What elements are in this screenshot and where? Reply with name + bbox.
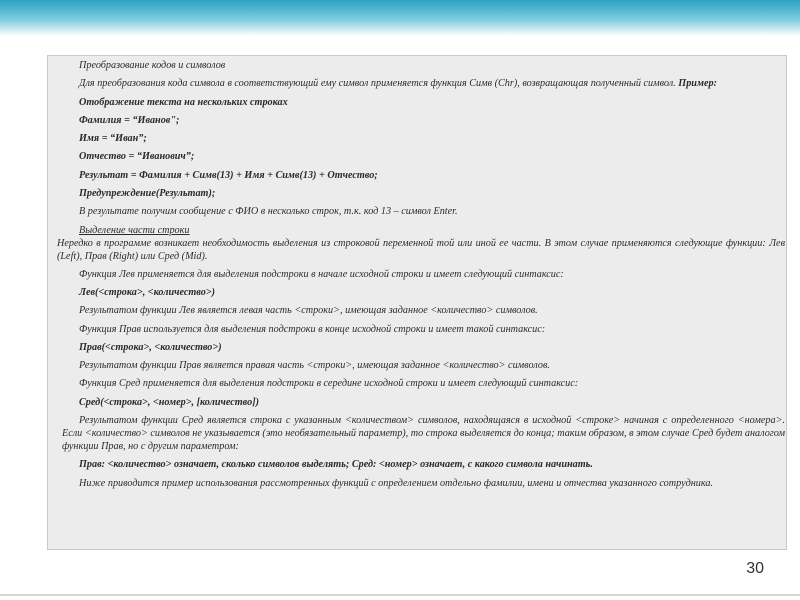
syntax-right: Прав(<строка>, <количество>) xyxy=(79,341,222,353)
paragraph-topic-title: Преобразование кодов и символов xyxy=(79,60,226,71)
paragraph-left-result: Результатом функции Лев является левая часть <строки>, имеющая заданное <количество> символов. xyxy=(79,305,538,317)
code-line-warning: Предупреждение(Результат); xyxy=(79,188,216,200)
slide-text xyxy=(57,59,785,495)
paragraph-left-description: Функция Лев применяется для выделения подстроки в начале исходной строки и имеет следующий синтаксис: xyxy=(79,268,564,280)
paragraph-chr-description xyxy=(62,77,785,90)
paragraph-right-result: Результатом функции Прав является правая часть <строки>, имеющая заданное <количество> символов. xyxy=(79,360,550,372)
paragraph-example-heading: Отображение текста на нескольких строках xyxy=(79,96,288,108)
syntax-left: Лев(<строка>, <количество>) xyxy=(79,286,215,298)
page-number: 30 xyxy=(746,560,764,577)
paragraph-substring-intro: Нередко в программе возникает необходимость выделения из строковой переменной той или иной ее части. В этом случае применяются следующие функции: Лев (Left), Прав (Right) или Сред (Mid). xyxy=(57,237,785,262)
chr-description-text: Для преобразования кода символа в соответствующий ему символ применяется функция Симв (Chr), возвращающая полученный символ. xyxy=(79,78,676,90)
paragraph-mid-result: Результатом функции Сред является строка с указанным <количеством> символов, находящаяся в исходной <строке> начиная с определенного <номера>. Если <количество> символов не указывается (это необязательный параметр), то строка выделяется до конца; таким образом, в этом случае Сред будет аналогом функции Прав, но с другим параметром: xyxy=(62,415,785,453)
code-line-patronymic: Отчество = “Иванович”; xyxy=(79,151,195,163)
code-line-result: Результат = Фамилия + Симв(13) + Имя + Симв(13) + Отчество; xyxy=(79,169,378,181)
paragraph-mid-description: Функция Сред применяется для выделения подстроки в середине исходной строки и имеет следующий синтаксис: xyxy=(79,378,579,390)
header-gradient-band xyxy=(0,0,800,36)
code-line-surname: Фамилия = “Иванов"; xyxy=(79,114,180,126)
paragraph-params-summary: Прав: <количество> означает, сколько символов выделять; Сред: <номер> означает, с какого символа начинать. xyxy=(79,459,593,471)
paragraph-result-note: В результате получим сообщение с ФИО в несколько строк, т.к. код 13 – символ Enter. xyxy=(79,206,458,218)
paragraph-example-note: Ниже приводится пример использования рассмотренных функций с определением отдельно фамилии, имени и отчества указанного сотрудника. xyxy=(79,477,714,489)
example-label: Пример: xyxy=(675,78,717,90)
bottom-divider xyxy=(0,594,800,596)
paragraph-right-description: Функция Прав используется для выделения подстроки в конце исходной строки и имеет такой синтаксис: xyxy=(79,323,546,335)
syntax-mid: Сред(<строка>, <номер>, [количество]) xyxy=(79,396,259,408)
code-line-name: Имя = “Иван”; xyxy=(79,133,147,145)
paragraph-substring-heading: Выделение части строки xyxy=(79,224,190,236)
